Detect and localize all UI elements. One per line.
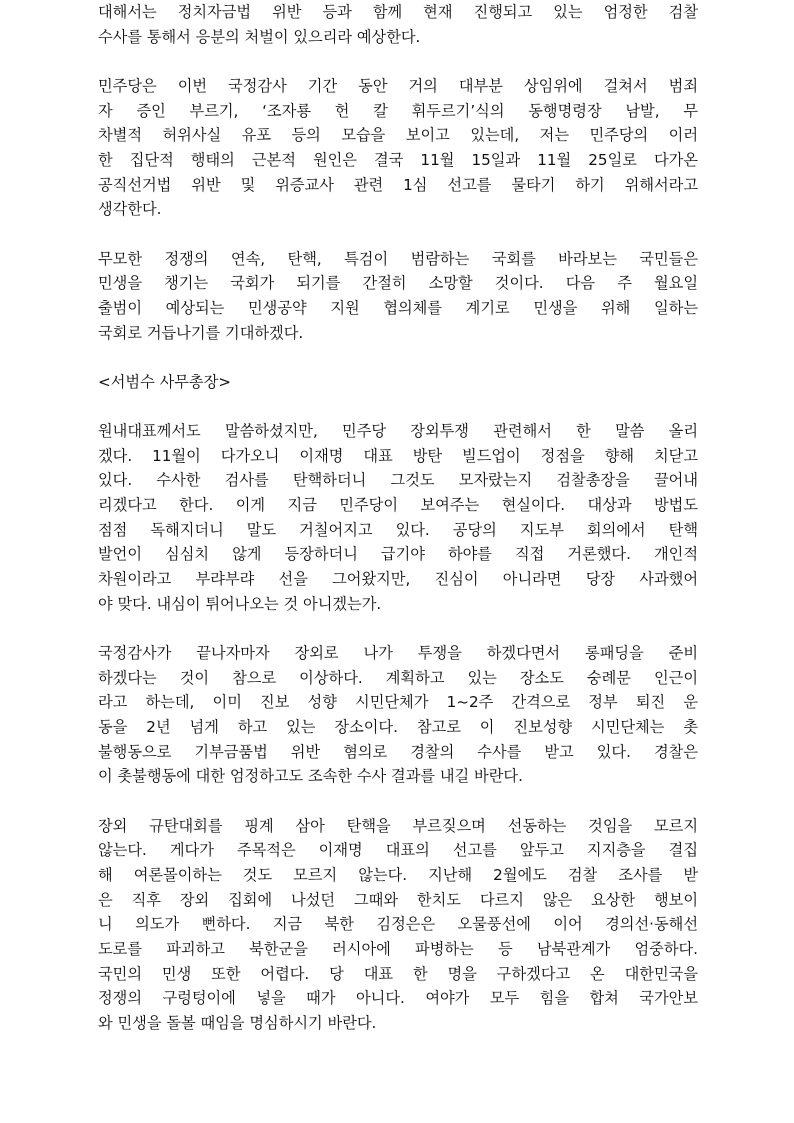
text-line: 차별적 허위사실 유포 등의 모습을 보이고 있는데, 저는 민주당의 이러 (98, 126, 698, 145)
text-line: 국정감사가 끝나자마자 장외로 나가 투쟁을 하겠다면서 롱패딩을 준비 (98, 643, 698, 662)
text-line: 차원이라고 부랴부랴 선을 그어왔지만, 진심이 아니라면 당장 사과했어 (98, 570, 698, 589)
text-line: 불행동으로 기부금품법 위반 혐의로 경찰의 수사를 받고 있다. 경찰은 (98, 742, 698, 761)
text-line: 겠다. 11월이 다가오니 이재명 대표 방탄 빌드업이 정점을 향해 치닫고 (98, 446, 698, 465)
text-line: 있다. 수사한 검사를 탄핵하더니 그것도 모자랐는지 검찰총장을 끌어내 (98, 471, 698, 490)
paragraph (98, 0, 698, 49)
document-page (98, 0, 698, 1036)
text-line: 원내대표께서도 말씀하셨지만, 민주당 장외투쟁 관련해서 한 말씀 올리 (98, 421, 698, 440)
text-line: 공직선거법 위반 및 위증교사 관련 1심 선고를 물타기 하기 위해서라고 (98, 175, 698, 194)
text-line: 니 의도가 뻔하다. 지금 북한 김정은은 오물풍선에 이어 경의선·동해선 (98, 915, 698, 934)
text-line: 않는다. 게다가 주목적은 이재명 대표의 선고를 앞두고 지지층을 결집 (98, 841, 698, 860)
text-line: 도로를 파괴하고 북한군을 러시아에 파병하는 등 남북관계가 엄중하다. (98, 940, 698, 958)
text-line: 자 증인 부르기, ‘조자룡 헌 칼 휘두르기’식의 동행명령장 남발, 무 (98, 101, 698, 120)
text-line: 점점 독해지더니 말도 거칠어지고 있다. 공당의 지도부 회의에서 탄핵 (98, 520, 698, 539)
speaker-heading (98, 370, 698, 395)
text-line: 국민의 민생 또한 어렵다. 당 대표 한 명을 구하겠다고 온 대한민국을 (98, 964, 698, 983)
text-line: 와 민생을 돌볼 때임을 명심하시기 바란다. (98, 1014, 377, 1033)
text-line: 무모한 정쟁의 연속, 탄핵, 특검이 범람하는 국회를 바라보는 국민들은 (98, 249, 698, 268)
paragraph (98, 74, 698, 222)
text-line: 장외 규탄대회를 핑계 삼아 탄핵을 부르짖으며 선동하는 것임을 모르지 (98, 816, 698, 835)
paragraph (98, 419, 698, 617)
text-line: 하겠다는 것이 참으로 이상하다. 계획하고 있는 장소도 숭례문 인근이 (98, 668, 698, 687)
paragraph (98, 247, 698, 346)
text-line: 민주당은 이번 국정감사 기간 동안 거의 대부분 상임위에 걸쳐서 범죄 (98, 76, 698, 95)
text-line: 야 맞다. 내심이 튀어나오는 것 아니겠는가. (98, 594, 382, 613)
paragraph (98, 641, 698, 789)
text-line: 대해서는 정치자금법 위반 등과 함께 현재 진행되고 있는 엄정한 검찰 (98, 3, 698, 21)
paragraph (98, 814, 698, 1036)
text-line: 생각한다. (98, 200, 162, 219)
text-line: 리겠다고 한다. 이게 지금 민주당이 보여주는 현실이다. 대상과 방법도 (98, 496, 698, 514)
text-line: <서범수 사무총장> (98, 372, 231, 391)
text-line: 발언이 심심치 않게 등장하더니 급기야 하야를 직접 거론했다. 개인적 (98, 545, 698, 564)
text-line: 라고 하는데, 이미 진보 성향 시민단체가 1~2주 간격으로 정부 퇴진 운 (98, 693, 698, 712)
text-line: 이 촛불행동에 대한 엄정하고도 조속한 수사 결과를 내길 바란다. (98, 767, 523, 786)
text-line: 수사를 통해서 응분의 처벌이 있으리라 예상한다. (98, 27, 421, 46)
text-line: 국회로 거듭나기를 기대하겠다. (98, 323, 304, 342)
text-line: 정쟁의 구렁텅이에 넣을 때가 아니다. 여야가 모두 힘을 합쳐 국가안보 (98, 989, 698, 1008)
text-line: 동을 2년 넘게 하고 있는 장소이다. 참고로 이 진보성향 시민단체는 촛 (98, 718, 698, 736)
text-line: 해 여론몰이하는 것도 모르지 않는다. 지난해 2월에도 검찰 조사를 받 (98, 865, 698, 884)
text-line: 한 집단적 행태의 근본적 원인은 결국 11월 15일과 11월 25일로 다가온 (98, 150, 698, 169)
text-line: 은 직후 장외 집회에 나섰던 그때와 한치도 다르지 않은 요상한 행보이 (98, 890, 698, 909)
text-line: 출범이 예상되는 민생공약 지원 협의체를 계기로 민생을 위해 일하는 (98, 298, 698, 317)
text-line: 민생을 챙기는 국회가 되기를 간절히 소망할 것이다. 다음 주 월요일 (98, 274, 698, 293)
